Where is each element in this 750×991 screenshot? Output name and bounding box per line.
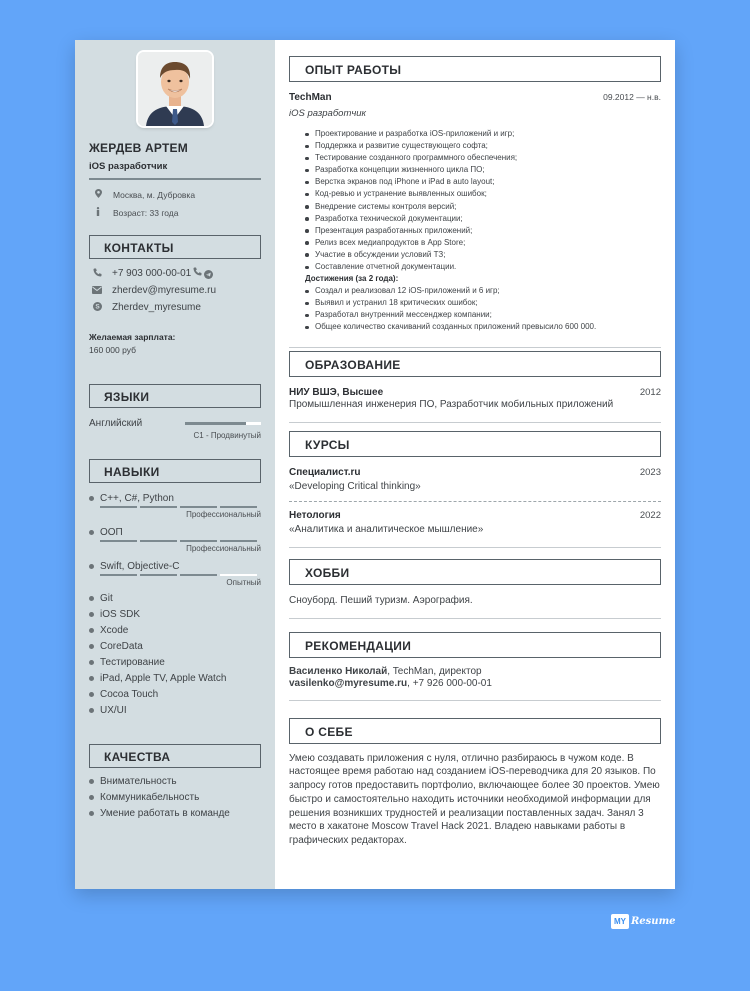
list-item (89, 593, 261, 604)
list-item: Общее количество скачиваний созданных приложений превысило 600 000. (305, 321, 661, 333)
course-header (289, 467, 661, 478)
list-item: Внедрение системы контроля версий; (305, 201, 661, 213)
telegram-icon[interactable] (204, 270, 213, 279)
skype-row (89, 302, 261, 313)
logo-my: MY (611, 914, 629, 929)
skill-level-bar (100, 574, 261, 576)
qualities-list (89, 776, 261, 819)
info-icon (93, 207, 103, 218)
course-year: 2023 (639, 466, 661, 478)
list-item: Разработал внутренний мессенджер компании; (305, 309, 661, 321)
course-org: Специалист.ru (289, 466, 361, 478)
list-item: Выявил и устранил 18 критических ошибок; (305, 297, 661, 309)
mail-icon (91, 286, 103, 296)
profile-photo (138, 52, 212, 126)
list-item (89, 673, 261, 684)
courses-heading: КУРСЫ (289, 431, 661, 457)
list-item: Участие в обсуждении условий ТЗ; (305, 249, 661, 261)
phone-icon (91, 268, 103, 279)
divider (289, 347, 661, 348)
list-item: Презентация разработанных приложений; (305, 225, 661, 237)
skill-name: C++, C#, Python (100, 493, 174, 504)
references-heading: РЕКОМЕНДАЦИИ (289, 632, 661, 658)
age-text: Возраст: 33 года (113, 207, 179, 218)
list-item (89, 705, 261, 716)
sidebar (75, 40, 275, 889)
skills-heading: НАВЫКИ (89, 459, 261, 483)
reference-contact (289, 678, 661, 689)
quality-name: Внимательность (100, 776, 177, 787)
course-name: «Developing Critical thinking» (289, 480, 421, 492)
course-org: Нетология (289, 509, 341, 521)
email-row (89, 285, 261, 296)
bullet-icon (89, 496, 94, 501)
list-item (89, 776, 261, 787)
location-pin-icon (93, 189, 103, 200)
skill-level: Опытный (226, 578, 261, 587)
about-heading: О СЕБЕ (289, 718, 661, 744)
course-name: «Аналитика и аналитическое мышление» (289, 523, 484, 535)
skill-name: Git (100, 593, 113, 604)
list-item: Код-ревью и устранение выявленных ошибок; (305, 188, 661, 200)
bullet-icon (89, 795, 94, 800)
list-item: Разработка технической документации; (305, 213, 661, 225)
course-year: 2022 (639, 509, 661, 521)
phone-row (89, 267, 261, 279)
contacts-heading: КОНТАКТЫ (89, 235, 261, 259)
divider (289, 547, 661, 548)
bullet-icon (89, 779, 94, 784)
hobby-text: Сноуборд. Пеший туризм. Аэрография. (289, 594, 473, 606)
education-program: Промышленная инженерия ПО, Разработчик мобильных приложений (289, 398, 614, 410)
reference-person (289, 666, 661, 677)
bullet-icon (89, 644, 94, 649)
location-row (89, 189, 261, 200)
job-period: 09.2012 — н.в. (603, 92, 661, 102)
person-portrait-icon (138, 52, 212, 126)
duties-list (305, 128, 661, 273)
list-item (89, 689, 261, 700)
skill-name: Тестирование (100, 657, 165, 668)
bullet-icon (89, 628, 94, 633)
bullet-icon (89, 811, 94, 816)
languages-heading: ЯЗЫКИ (89, 384, 261, 408)
quality-name: Коммуникабельность (100, 792, 200, 803)
skill-name: iPad, Apple TV, Apple Watch (100, 673, 227, 684)
list-item: Поддержка и развитие существующего софта; (305, 140, 661, 152)
education-heading: ОБРАЗОВАНИЕ (289, 351, 661, 377)
divider (289, 700, 661, 701)
skill-name: ООП (100, 527, 123, 538)
course-header (289, 510, 661, 521)
skill-level-bar (100, 540, 261, 542)
language-level: C1 - Продвинутый (193, 431, 261, 440)
bullet-icon (89, 708, 94, 713)
logo-resume: Resume (631, 916, 676, 927)
education-year: 2012 (639, 386, 661, 398)
skill-name: iOS SDK (100, 609, 141, 620)
rated-skill (89, 561, 261, 587)
rated-skills-list (89, 493, 261, 587)
skill-level: Профессиональный (186, 510, 261, 519)
divider (289, 618, 661, 619)
language-level-bar (185, 422, 261, 425)
location-text: Москва, м. Дубровка (113, 189, 196, 200)
job-header (289, 92, 661, 103)
list-item: Тестирование созданного программного обеспечения; (305, 152, 661, 164)
list-item (89, 609, 261, 620)
hobby-heading: ХОББИ (289, 559, 661, 585)
bullet-icon (89, 530, 94, 535)
bullet-icon (89, 660, 94, 665)
skype-text[interactable]: Zherdev_myresume (112, 302, 201, 313)
bullet-icon (89, 564, 94, 569)
skill-level: Профессиональный (186, 544, 261, 553)
skill-level-bar (100, 506, 261, 508)
rated-skill (89, 527, 261, 553)
main-content (275, 40, 675, 889)
skills-list (89, 593, 261, 716)
phone-text[interactable]: +7 903 000-00-01 (112, 267, 192, 279)
list-item: Верстка экранов под iPhone и iPad в auto layout; (305, 176, 661, 188)
email-text[interactable]: zherdev@myresume.ru (112, 285, 217, 296)
school-name: НИУ ВШЭ, Высшее (289, 386, 384, 398)
list-item: Составление отчетной документации. (305, 261, 661, 273)
viber-icon[interactable] (193, 267, 202, 279)
experience-heading: ОПЫТ РАБОТЫ (289, 56, 661, 82)
education-header (289, 387, 661, 398)
list-item: Создал и реализовал 12 iOS-приложений и 6 игр; (305, 285, 661, 297)
myresume-logo (611, 914, 676, 929)
bullet-icon (89, 612, 94, 617)
svg-text:S: S (94, 303, 100, 311)
language-item (89, 418, 261, 440)
achievements-title: Достижения (за 2 года): (305, 274, 399, 284)
reference-phone: , +7 926 000-00-01 (407, 677, 492, 689)
skill-name: Cocoa Touch (100, 689, 159, 700)
job-role: iOS разработчик (289, 108, 367, 119)
reference-name: Василенко Николай (289, 665, 388, 677)
list-item: Релиз всех медиапродуктов в App Store; (305, 237, 661, 249)
candidate-title: iOS разработчик (89, 161, 168, 172)
bullet-icon (89, 692, 94, 697)
list-item (89, 657, 261, 668)
age-row (89, 207, 261, 218)
divider (289, 501, 661, 502)
salary-value: 160 000 руб (89, 345, 136, 355)
list-item (89, 625, 261, 636)
rated-skill (89, 493, 261, 519)
skill-name: CoreData (100, 641, 143, 652)
divider (89, 178, 261, 180)
divider (289, 422, 661, 423)
reference-position: , TechMan, директор (387, 665, 482, 677)
achievements-list (305, 285, 661, 333)
bullet-icon (89, 596, 94, 601)
list-item: Проектирование и разработка iOS-приложений и игр; (305, 128, 661, 140)
list-item (89, 792, 261, 803)
list-item (89, 641, 261, 652)
qualities-heading: КАЧЕСТВА (89, 744, 261, 768)
language-name: Английский (89, 418, 143, 429)
reference-email[interactable]: vasilenko@myresume.ru (289, 677, 408, 689)
company-name: TechMan (289, 92, 332, 103)
list-item (89, 808, 261, 819)
candidate-name: ЖЕРДЕВ АРТЕМ (89, 141, 188, 155)
quality-name: Умение работать в команде (100, 808, 230, 819)
salary-label: Желаемая зарплата: (89, 332, 176, 342)
resume-page (75, 40, 675, 889)
skill-name: UX/UI (100, 705, 127, 716)
skill-name: Swift, Objective-C (100, 561, 180, 572)
bullet-icon (89, 676, 94, 681)
skill-name: Xcode (100, 625, 129, 636)
about-text: Умею создавать приложения с нуля, отлично разбираюсь в чужом коде. В настоящее время работаю над созданием iOS-переводчика для 20 языков. По запросу готов предоставить портфолио, включающее более 30 проектов. Умею быстро и самостоятельно находить источники необходимой информации для решения возникших трудностей и реализации поставленных задач. Занял 3 место в хакатоне Moscow Travel Hack 2021. Владею навыками работы в графических редакторах. (289, 752, 660, 847)
skype-icon (91, 302, 103, 313)
list-item: Разработка концепции жизненного цикла ПО; (305, 164, 661, 176)
